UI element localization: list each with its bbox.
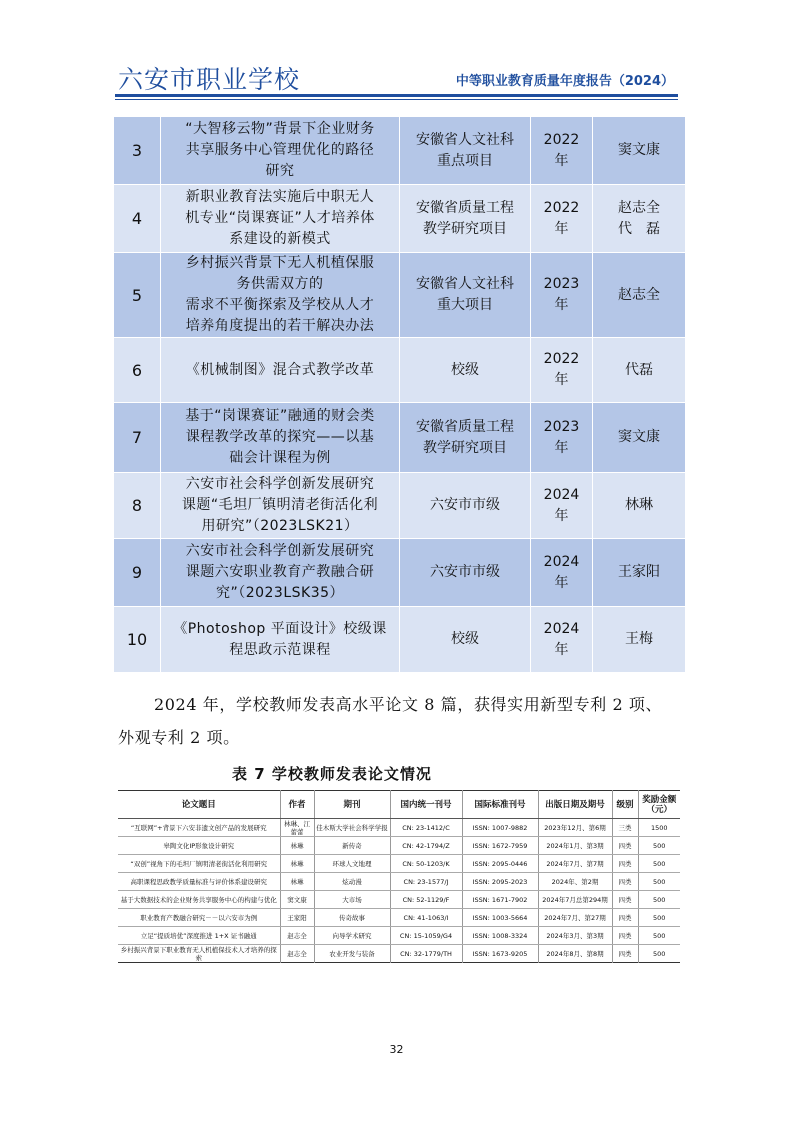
paper-cell: 职业教育产教融合研究－－以六安市为例 [118,909,280,927]
project-year: 2024 年 [531,607,593,673]
paper-cell: 乡村振兴背景下职业教育无人机植保技术人才培养的探索 [120,945,277,962]
project-person: 王梅 [593,607,686,673]
paper-cell: CN: 23-1577/J [390,873,462,891]
project-topic: 《Photoshop 平面设计》校级课 程思政示范课程 [161,607,400,673]
project-number: 5 [114,253,161,338]
project-year: 2022 年 [531,117,593,185]
paper-cell: 农业开发与装备 [314,945,390,963]
paper-cell: 500 [638,927,680,945]
project-number: 8 [114,473,161,539]
project-year: 2022 年 [531,338,593,403]
project-level: 六安市市级 [400,473,531,539]
project-year: 2024 年 [531,473,593,539]
project-level: 安徽省人文社科 重点项目 [400,117,531,185]
project-row [114,539,686,607]
project-level: 安徽省质量工程 教学研究项目 [400,185,531,253]
paper-cell: 500 [638,891,680,909]
project-person: 窦文康 [593,117,686,185]
project-row [114,607,686,673]
papers-header-cell: 作者 [280,791,314,819]
project-row [114,403,686,473]
project-row [114,117,686,185]
paper-cell: 炫动漫 [314,873,390,891]
paper-cell: 赵志全 [280,927,314,945]
paper-cell: 四类 [612,837,638,855]
paper-cell: 佳木斯大学社会科学学报 [314,819,390,837]
papers-header-cell: 国内统一刊号 [390,791,462,819]
project-year: 2022 年 [531,185,593,253]
project-person: 窦文康 [593,403,686,473]
paper-cell: ISSN: 2095-2023 [462,873,538,891]
paper-cell: CN: 52-1129/F [390,891,462,909]
project-year: 2023 年 [531,403,593,473]
paper-cell: 林琳 [280,837,314,855]
project-person: 王家阳 [593,539,686,607]
paper-row [118,945,680,963]
research-projects-table [113,116,686,673]
header-rule-thin [115,99,678,100]
project-number: 9 [114,539,161,607]
paper-cell: 四类 [612,873,638,891]
project-number: 7 [114,403,161,473]
project-topic: 乡村振兴背景下无人机植保服 务供需双方的 需求不平衡探索及学校从人才 培养角度提出的若干解决办法 [161,253,400,338]
paper-row [118,837,680,855]
project-topic: 《机械制图》混合式教学改革 [161,338,400,403]
project-row [114,338,686,403]
project-level: 安徽省质量工程 教学研究项目 [400,403,531,473]
project-row [114,253,686,338]
paper-cell: 新传奇 [314,837,390,855]
paper-cell: 立足“提质培优”深度推进 1+X 证书融通 [118,927,280,945]
paper-cell: ISSN: 2095-0446 [462,855,538,873]
paper-cell: 高职课程思政教学质量标准与评价体系建设研究 [118,873,280,891]
paper-cell: 基于大数据技术的企业财务共享服务中心的构建与优化 [118,891,280,909]
paper-cell: 林琳、江蕾蕾 [280,819,314,837]
paper-cell: ISSN: 1007-9882 [462,819,538,837]
project-level: 校级 [400,338,531,403]
project-number: 10 [114,607,161,673]
project-number: 4 [114,185,161,253]
project-person: 赵志全 代 磊 [593,185,686,253]
paper-cell: “双创”视角下的毛坦厂镇明清老街活化利用研究 [118,855,280,873]
paper-cell: 皋陶文化IP形象设计研究 [118,837,280,855]
paper-cell: 2024年、第2期 [538,873,612,891]
paper-cell: 四类 [612,891,638,909]
paper-cell: “互联网”+背景下六安非遗文创产品的发展研究 [118,819,280,837]
project-level: 校级 [400,607,531,673]
project-person: 林琳 [593,473,686,539]
paper-cell: 2024年8月、第8期 [538,945,612,963]
project-topic: 基于“岗课赛证”融通的财会类 课程教学改革的探究——以基 础会计课程为例 [161,403,400,473]
project-topic: 六安市社会科学创新发展研究 课题“毛坦厂镇明清老街活化利 用研究”（2023LSK21） [161,473,400,539]
header-rule-thick [115,94,678,97]
papers-header-cell: 国际标准刊号 [462,791,538,819]
paper-cell: 传奇故事 [314,909,390,927]
project-person: 赵志全 [593,253,686,338]
papers-header-cell: 论文题目 [118,791,280,819]
paper-cell: 林琳 [280,855,314,873]
report-title: 中等职业教育质量年度报告（2024） [455,74,674,89]
project-person: 代磊 [593,338,686,403]
papers-table [118,790,680,963]
paper-row [118,909,680,927]
page-header [115,58,678,102]
paper-cell: 2024年7月总第294期 [538,891,612,909]
paper-row [118,855,680,873]
papers-header-cell: 奖励金额 （元） [638,791,680,819]
patents-paragraph: 2024 年，学校教师发表高水平论文 8 篇，获得实用新型专利 2 项、外观专利 2 项。 [118,695,663,747]
project-topic: 新职业教育法实施后中职无人 机专业“岗课赛证”人才培养体 系建设的新模式 [161,185,400,253]
paper-cell: ISSN: 1672-7959 [462,837,538,855]
papers-header-cell: 期刊 [314,791,390,819]
project-year: 2023 年 [531,253,593,338]
paper-cell: 赵志全 [280,945,314,963]
paper-cell: 四类 [612,909,638,927]
paper-cell: 2024年7月、第7期 [538,855,612,873]
paper-cell: 林琳 [280,873,314,891]
paper-cell: 大市场 [314,891,390,909]
paper-cell: CN: 32-1779/TH [390,945,462,963]
paper-cell: 500 [638,855,680,873]
papers-header-cell: 出版日期及期号 [538,791,612,819]
paper-cell: 环球人文地理 [314,855,390,873]
paper-cell: ISSN: 1003-5664 [462,909,538,927]
paper-cell: 2023年12月、第6期 [538,819,612,837]
project-number: 6 [114,338,161,403]
project-level: 六安市市级 [400,539,531,607]
paper-cell: 500 [638,909,680,927]
paper-cell: CN: 42-1794/Z [390,837,462,855]
paper-cell: ISSN: 1008-3324 [462,927,538,945]
papers-header-cell: 级别 [612,791,638,819]
paper-cell: 窦文康 [280,891,314,909]
school-name: 六安市职业学校 [118,65,301,94]
table-7-caption: 表 7 学校教师发表论文情况 [232,765,432,783]
paper-row [118,891,680,909]
paper-cell: 500 [638,945,680,963]
paper-cell: 2024年7月、第27期 [538,909,612,927]
paper-cell: CN: 50-1203/K [390,855,462,873]
paper-cell: 2024年1月、第3期 [538,837,612,855]
project-year: 2024 年 [531,539,593,607]
paper-cell: ISSN: 1673-9205 [462,945,538,963]
paper-row [118,927,680,945]
paper-cell: CN: 15-1059/G4 [390,927,462,945]
paper-cell: 四类 [612,855,638,873]
paper-cell: 2024年3月、第3期 [538,927,612,945]
project-level: 安徽省人文社科 重大项目 [400,253,531,338]
paper-cell: 500 [638,837,680,855]
paper-row [118,819,680,837]
paper-row [118,873,680,891]
project-topic: “大智移云物”背景下企业财务 共享服务中心管理优化的路径 研究 [161,117,400,185]
project-number: 3 [114,117,161,185]
paper-cell: 王家阳 [280,909,314,927]
page-number: 32 [389,1043,404,1056]
paper-cell: 500 [638,873,680,891]
paper-cell: CN: 41-1063/I [390,909,462,927]
paper-cell: 1500 [638,819,680,837]
paper-cell: 四类 [612,945,638,963]
paper-cell: 四类 [612,927,638,945]
project-row [114,473,686,539]
paper-cell: 三类 [612,819,638,837]
paper-cell: 向导学术研究 [314,927,390,945]
paper-cell: ISSN: 1671-7902 [462,891,538,909]
project-row [114,185,686,253]
project-topic: 六安市社会科学创新发展研究 课题六安职业教育产教融合研 究”（2023LSK35） [161,539,400,607]
paper-cell: CN: 23-1412/C [390,819,462,837]
